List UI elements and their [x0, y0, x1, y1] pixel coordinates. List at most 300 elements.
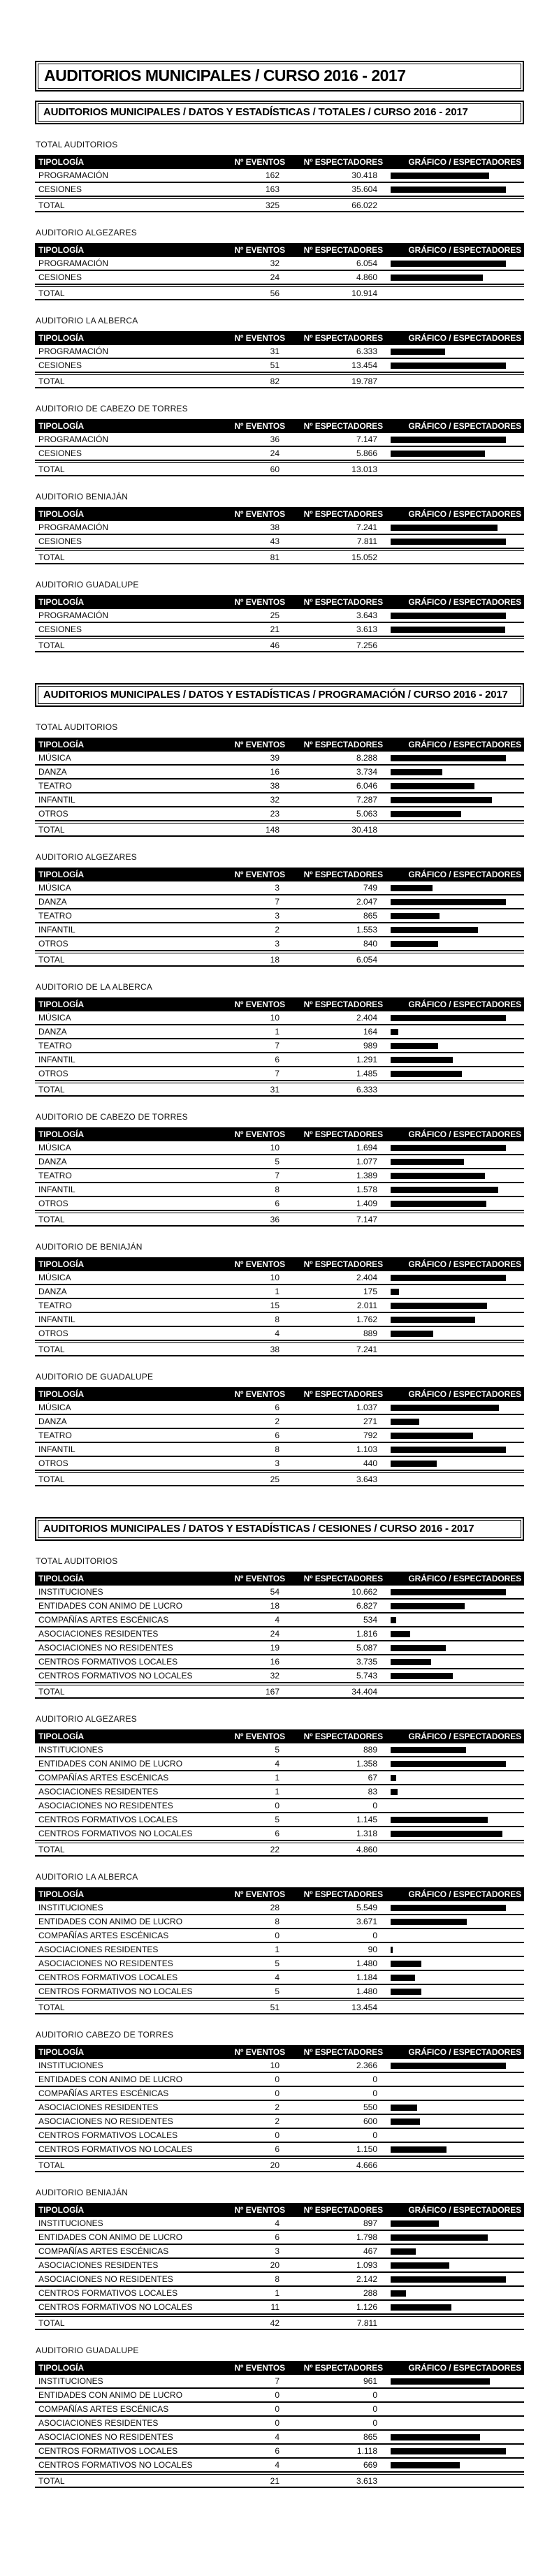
auditorium-table [35, 982, 524, 1097]
cell-espectadores: 7.241 [356, 1344, 377, 1354]
table-row [35, 2059, 524, 2073]
cell-tipologia: CENTROS FORMATIVOS LOCALES [38, 1657, 178, 1667]
espectadores-bar [391, 1071, 462, 1077]
cell-eventos: 32 [270, 795, 280, 805]
cell-tipologia: PROGRAMACIÓN [38, 258, 109, 268]
cell-tipologia: CESIONES [38, 536, 82, 546]
auditorium-heading: TOTAL AUDITORIOS [36, 722, 118, 732]
table-row [35, 752, 524, 766]
cell-espectadores: 67 [368, 1773, 377, 1783]
cell-grafico [384, 1029, 524, 1035]
cell-eventos: 39 [270, 753, 280, 763]
col-header-espectadores: Nº ESPECTADORES [303, 245, 383, 255]
table-row [35, 1053, 524, 1067]
cell-tipologia: CENTROS FORMATIVOS NO LOCALES [38, 2302, 193, 2312]
table-row [35, 807, 524, 821]
cell-eventos: 1 [275, 1787, 280, 1796]
cell-espectadores: 897 [363, 2218, 377, 2228]
espectadores-bar [391, 1975, 415, 1981]
table-row [35, 2087, 524, 2101]
cell-espectadores: 5.866 [356, 448, 377, 458]
col-header-eventos: Nº EVENTOS [234, 1129, 285, 1139]
cell-tipologia: DANZA [38, 897, 67, 907]
espectadores-bar [391, 2462, 460, 2468]
col-header-espectadores: Nº ESPECTADORES [303, 1889, 383, 1899]
cell-tipologia: ENTIDADES CON ANIMO DE LUCRO [38, 2074, 183, 2084]
cell-espectadores: 1.762 [356, 1315, 377, 1324]
col-header-grafico: GRÁFICO / ESPECTADORES [408, 597, 521, 607]
espectadores-bar [391, 1057, 453, 1063]
table-row [35, 1957, 524, 1971]
cell-eventos: 8 [275, 1917, 280, 1926]
cell-eventos: 4 [275, 2432, 280, 2442]
cell-eventos: 7 [275, 1171, 280, 1180]
table-header-row [35, 155, 524, 169]
auditorium-table [35, 404, 524, 476]
cell-espectadores: 1.485 [356, 1069, 377, 1078]
col-header-grafico: GRÁFICO / ESPECTADORES [408, 1000, 521, 1009]
table-body [35, 521, 524, 564]
cell-grafico [384, 1631, 524, 1637]
cell-grafico [384, 1419, 524, 1425]
cell-tipologia: COMPAÑÍAS ARTES ESCÉNICAS [38, 2404, 169, 2414]
col-header-eventos: Nº EVENTOS [234, 870, 285, 879]
table-row [35, 2375, 524, 2389]
cell-eventos: 20 [270, 2160, 280, 2170]
espectadores-bar [391, 1659, 431, 1665]
table-row [35, 1327, 524, 1341]
cell-grafico [384, 1831, 524, 1837]
cell-eventos: 6 [275, 2446, 280, 2456]
table-row [35, 2474, 524, 2488]
cell-eventos: 2 [275, 2116, 280, 2126]
table-row [35, 2158, 524, 2172]
col-header-espectadores: Nº ESPECTADORES [303, 2363, 383, 2373]
cell-eventos: 4 [275, 2460, 280, 2470]
table-body [35, 2059, 524, 2172]
cell-espectadores: 8.288 [356, 753, 377, 763]
table-header-row [35, 2045, 524, 2059]
cell-eventos: 21 [270, 624, 280, 634]
cell-grafico [384, 2276, 524, 2283]
cell-espectadores: 1.318 [356, 1829, 377, 1838]
table-header-row [35, 2203, 524, 2217]
auditorium-table [35, 2188, 524, 2330]
cell-grafico [384, 1919, 524, 1925]
table-body [35, 1011, 524, 1097]
cell-grafico [384, 627, 524, 633]
cell-grafico [384, 1461, 524, 1467]
table-row [35, 447, 524, 461]
cell-grafico [384, 1975, 524, 1981]
cell-eventos: 38 [270, 522, 280, 532]
espectadores-bar [391, 797, 492, 803]
table-header-row [35, 507, 524, 521]
auditorium-heading: AUDITORIO DE GUADALUPE [36, 1372, 154, 1382]
cell-espectadores: 961 [363, 2376, 377, 2386]
cell-eventos: 31 [270, 346, 280, 356]
col-header-espectadores: Nº ESPECTADORES [303, 2047, 383, 2057]
espectadores-bar [391, 1433, 473, 1439]
table-body [35, 752, 524, 837]
table-row [35, 1472, 524, 1486]
col-header-tipologia: TIPOLOGÍA [38, 333, 85, 343]
table-row [35, 271, 524, 285]
col-header-grafico: GRÁFICO / ESPECTADORES [408, 1732, 521, 1741]
col-header-grafico: GRÁFICO / ESPECTADORES [408, 245, 521, 255]
cell-eventos: 38 [270, 1344, 280, 1354]
table-row [35, 2403, 524, 2417]
col-header-eventos: Nº EVENTOS [234, 1389, 285, 1399]
col-header-grafico: GRÁFICO / ESPECTADORES [408, 509, 521, 519]
cell-eventos: 1 [275, 1945, 280, 1954]
col-header-tipologia: TIPOLOGÍA [38, 1129, 85, 1139]
cell-eventos: 15 [270, 1301, 280, 1310]
cell-grafico [384, 811, 524, 817]
col-header-espectadores: Nº ESPECTADORES [303, 2205, 383, 2215]
auditorium-heading: AUDITORIO LA ALBERCA [36, 1872, 138, 1882]
col-header-eventos: Nº EVENTOS [234, 1732, 285, 1741]
cell-espectadores: 7.287 [356, 795, 377, 805]
cell-tipologia: MÚSICA [38, 1403, 71, 1412]
cell-eventos: 5 [275, 1157, 280, 1166]
cell-tipologia: ASOCIACIONES RESIDENTES [38, 2260, 159, 2270]
table-header-row [35, 2361, 524, 2375]
cell-tipologia: DANZA [38, 1417, 67, 1426]
cell-eventos: 8 [275, 1444, 280, 1454]
cell-tipologia: CENTROS FORMATIVOS NO LOCALES [38, 1671, 193, 1681]
cell-grafico [384, 1187, 524, 1193]
cell-tipologia: INFANTIL [38, 1055, 75, 1064]
espectadores-bar [391, 755, 506, 761]
cell-grafico [384, 349, 524, 355]
table-header-row [35, 1887, 524, 1901]
cell-espectadores: 4.666 [356, 2160, 377, 2170]
cell-tipologia: PROGRAMACIÓN [38, 434, 109, 444]
cell-tipologia: TEATRO [38, 781, 72, 791]
cell-tipologia: ASOCIACIONES RESIDENTES [38, 2418, 159, 2428]
cell-espectadores: 271 [363, 1417, 377, 1426]
cell-tipologia: TOTAL [38, 954, 65, 965]
table-row [35, 1299, 524, 1313]
espectadores-bar [391, 899, 506, 905]
cell-eventos: 6 [275, 2144, 280, 2154]
cell-grafico [384, 885, 524, 891]
cell-tipologia: TEATRO [38, 1430, 72, 1440]
espectadores-bar [391, 1961, 421, 1967]
espectadores-bar [391, 2378, 490, 2385]
col-header-tipologia: TIPOLOGÍA [38, 2047, 85, 2057]
cell-eventos: 38 [270, 781, 280, 791]
cell-eventos: 2 [275, 1417, 280, 1426]
cell-tipologia: TOTAL [38, 552, 65, 562]
cell-espectadores: 792 [363, 1430, 377, 1440]
espectadores-bar [391, 627, 505, 633]
table-row [35, 374, 524, 388]
espectadores-bar [391, 1275, 506, 1281]
cell-espectadores: 3.735 [356, 1657, 377, 1667]
espectadores-bar [391, 363, 506, 369]
cell-tipologia: TOTAL [38, 2475, 65, 2486]
col-header-espectadores: Nº ESPECTADORES [303, 1574, 383, 1583]
cell-tipologia: OTROS [38, 1329, 68, 1338]
col-header-tipologia: TIPOLOGÍA [38, 245, 85, 255]
table-row [35, 1785, 524, 1799]
table-row [35, 2389, 524, 2403]
cell-espectadores: 865 [363, 911, 377, 921]
table-row [35, 1443, 524, 1457]
col-header-grafico: GRÁFICO / ESPECTADORES [408, 740, 521, 749]
cell-espectadores: 0 [372, 2088, 377, 2098]
col-header-tipologia: TIPOLOGÍA [38, 2363, 85, 2373]
cell-tipologia: CENTROS FORMATIVOS NO LOCALES [38, 1986, 193, 1996]
table-row [35, 2259, 524, 2273]
cell-grafico [384, 1173, 524, 1179]
cell-eventos: 162 [265, 170, 280, 180]
cell-tipologia: COMPAÑÍAS ARTES ESCÉNICAS [38, 1931, 169, 1940]
espectadores-bar [391, 2262, 449, 2269]
cell-tipologia: TOTAL [38, 1344, 65, 1354]
auditorium-table [35, 2346, 524, 2488]
table-row [35, 359, 524, 373]
table-header-row [35, 419, 524, 433]
col-header-espectadores: Nº ESPECTADORES [303, 157, 383, 167]
cell-grafico [384, 1433, 524, 1439]
col-header-grafico: GRÁFICO / ESPECTADORES [408, 2363, 521, 2373]
cell-grafico [384, 1659, 524, 1665]
cell-eventos: 3 [275, 911, 280, 921]
cell-eventos: 42 [270, 2318, 280, 2328]
auditorium-table [35, 1556, 524, 1699]
col-header-tipologia: TIPOLOGÍA [38, 1889, 85, 1899]
table-row [35, 1943, 524, 1957]
report-section [35, 1517, 524, 2488]
cell-tipologia: MÚSICA [38, 1143, 71, 1152]
cell-eventos: 0 [275, 2074, 280, 2084]
table-body [35, 609, 524, 652]
cell-tipologia: CENTROS FORMATIVOS LOCALES [38, 2288, 178, 2298]
cell-eventos: 18 [270, 954, 280, 965]
auditorium-heading: AUDITORIO DE CABEZO DE TORRES [36, 1112, 188, 1122]
cell-eventos: 0 [275, 2418, 280, 2428]
table-row [35, 2231, 524, 2245]
cell-eventos: 51 [270, 2002, 280, 2012]
table-row [35, 2000, 524, 2014]
cell-espectadores: 5.743 [356, 1671, 377, 1681]
cell-eventos: 8 [275, 2274, 280, 2284]
cell-eventos: 32 [270, 258, 280, 268]
table-row [35, 1457, 524, 1471]
espectadores-bar [391, 1331, 433, 1337]
cell-tipologia: DANZA [38, 1287, 67, 1296]
col-header-grafico: GRÁFICO / ESPECTADORES [408, 870, 521, 879]
cell-grafico [384, 613, 524, 619]
cell-espectadores: 889 [363, 1745, 377, 1755]
espectadores-bar [391, 1645, 446, 1651]
espectadores-bar [391, 1789, 398, 1795]
auditorium-table [35, 2030, 524, 2172]
cell-tipologia: CESIONES [38, 448, 82, 458]
cell-grafico [384, 1201, 524, 1207]
cell-eventos: 4 [275, 1329, 280, 1338]
table-row [35, 1213, 524, 1227]
table-row [35, 2459, 524, 2473]
cell-espectadores: 440 [363, 1458, 377, 1468]
espectadores-bar [391, 2234, 488, 2241]
cell-tipologia: MÚSICA [38, 883, 71, 893]
col-header-tipologia: TIPOLOGÍA [38, 870, 85, 879]
cell-grafico [384, 363, 524, 369]
table-row [35, 1985, 524, 1999]
table-row [35, 433, 524, 447]
cell-eventos: 3 [275, 939, 280, 949]
cell-grafico [384, 1617, 524, 1623]
cell-tipologia: CENTROS FORMATIVOS LOCALES [38, 2130, 178, 2140]
table-row [35, 169, 524, 183]
espectadores-bar [391, 2220, 439, 2227]
table-header-row [35, 1572, 524, 1586]
col-header-eventos: Nº EVENTOS [234, 2363, 285, 2373]
cell-eventos: 36 [270, 1214, 280, 1224]
cell-tipologia: CESIONES [38, 272, 82, 282]
col-header-grafico: GRÁFICO / ESPECTADORES [408, 1259, 521, 1269]
cell-espectadores: 3.643 [356, 610, 377, 620]
cell-eventos: 4 [275, 1759, 280, 1769]
cell-tipologia: INSTITUCIONES [38, 1587, 103, 1597]
cell-espectadores: 19.787 [351, 376, 377, 386]
table-row [35, 2316, 524, 2330]
cell-grafico [384, 275, 524, 281]
cell-eventos: 0 [275, 2088, 280, 2098]
col-header-eventos: Nº EVENTOS [234, 2205, 285, 2215]
cell-eventos: 4 [275, 1973, 280, 1982]
col-header-eventos: Nº EVENTOS [234, 509, 285, 519]
cell-tipologia: ASOCIACIONES NO RESIDENTES [38, 1643, 173, 1653]
table-body [35, 1401, 524, 1486]
espectadores-bar [391, 2434, 480, 2440]
col-header-espectadores: Nº ESPECTADORES [303, 597, 383, 607]
auditorium-heading: AUDITORIO ALGEZARES [36, 852, 137, 862]
cell-tipologia: COMPAÑÍAS ARTES ESCÉNICAS [38, 2088, 169, 2098]
cell-espectadores: 550 [363, 2102, 377, 2112]
espectadores-bar [391, 811, 461, 817]
cell-espectadores: 13.454 [351, 360, 377, 370]
espectadores-bar [391, 1673, 453, 1679]
cell-eventos: 7 [275, 2376, 280, 2386]
table-row [35, 823, 524, 837]
espectadores-bar [391, 1631, 410, 1637]
cell-espectadores: 66.022 [351, 200, 377, 210]
auditorium-heading: AUDITORIO GUADALUPE [36, 2346, 139, 2355]
cell-tipologia: TEATRO [38, 1301, 72, 1310]
cell-eventos: 25 [270, 1474, 280, 1484]
table-row [35, 609, 524, 623]
col-header-tipologia: TIPOLOGÍA [38, 2205, 85, 2215]
table-row [35, 2445, 524, 2459]
cell-espectadores: 83 [368, 1787, 377, 1796]
table-row [35, 1757, 524, 1771]
table-row [35, 1155, 524, 1169]
cell-espectadores: 6.333 [356, 346, 377, 356]
cell-eventos: 21 [270, 2475, 280, 2486]
table-body [35, 433, 524, 476]
cell-tipologia: TOTAL [38, 200, 65, 210]
cell-espectadores: 10.914 [351, 288, 377, 298]
auditorium-table [35, 722, 524, 837]
cell-espectadores: 1.480 [356, 1959, 377, 1968]
cell-tipologia: DANZA [38, 1027, 67, 1037]
section-banner [35, 101, 524, 124]
espectadores-bar [391, 525, 498, 531]
espectadores-bar [391, 1589, 506, 1595]
cell-grafico [384, 2220, 524, 2227]
col-header-eventos: Nº EVENTOS [234, 1574, 285, 1583]
cell-espectadores: 1.150 [356, 2144, 377, 2154]
cell-tipologia: PROGRAMACIÓN [38, 522, 109, 532]
cell-eventos: 46 [270, 640, 280, 650]
col-header-tipologia: TIPOLOGÍA [38, 1574, 85, 1583]
espectadores-bar [391, 1201, 486, 1207]
section-tables [35, 140, 524, 652]
cell-tipologia: INSTITUCIONES [38, 2218, 103, 2228]
cell-grafico [384, 1905, 524, 1911]
cell-espectadores: 889 [363, 1329, 377, 1338]
espectadores-bar [391, 2248, 416, 2255]
cell-grafico [384, 437, 524, 443]
cell-tipologia: INFANTIL [38, 1315, 75, 1324]
espectadores-bar [391, 1405, 499, 1411]
cell-espectadores: 1.103 [356, 1444, 377, 1454]
cell-tipologia: TEATRO [38, 1171, 72, 1180]
table-body [35, 345, 524, 388]
section-banner-text: AUDITORIOS MUNICIPALES / DATOS Y ESTADÍSTICAS / PROGRAMACIÓN / CURSO 2016 - 2017 [38, 686, 521, 704]
table-row [35, 937, 524, 951]
table-row [35, 535, 524, 549]
col-header-tipologia: TIPOLOGÍA [38, 740, 85, 749]
cell-grafico [384, 1589, 524, 1595]
cell-grafico [384, 1405, 524, 1411]
cell-eventos: 54 [270, 1587, 280, 1597]
cell-tipologia: ENTIDADES CON ANIMO DE LUCRO [38, 2390, 183, 2400]
table-row [35, 1641, 524, 1655]
cell-eventos: 1 [275, 1287, 280, 1296]
cell-grafico [384, 1645, 524, 1651]
table-row [35, 1169, 524, 1183]
cell-grafico [384, 2304, 524, 2311]
table-row [35, 766, 524, 780]
cell-eventos: 24 [270, 448, 280, 458]
auditorium-heading: TOTAL AUDITORIOS [36, 140, 118, 149]
auditorium-table [35, 140, 524, 212]
cell-espectadores: 1.037 [356, 1403, 377, 1412]
cell-tipologia: COMPAÑÍAS ARTES ESCÉNICAS [38, 1773, 169, 1783]
cell-tipologia: ENTIDADES CON ANIMO DE LUCRO [38, 1601, 183, 1611]
cell-eventos: 0 [275, 2130, 280, 2140]
cell-grafico [384, 2378, 524, 2385]
cell-tipologia: ASOCIACIONES RESIDENTES [38, 1787, 159, 1796]
col-header-eventos: Nº EVENTOS [234, 740, 285, 749]
cell-tipologia: TOTAL [38, 824, 65, 835]
espectadores-bar [391, 769, 442, 775]
cell-espectadores: 1.798 [356, 2232, 377, 2242]
cell-grafico [384, 2063, 524, 2069]
section-banner-text: AUDITORIOS MUNICIPALES / DATOS Y ESTADÍSTICAS / CESIONES / CURSO 2016 - 2017 [38, 1520, 521, 1538]
cell-tipologia: TEATRO [38, 1041, 72, 1051]
auditorium-heading: AUDITORIO BENIAJÁN [36, 492, 129, 502]
col-header-espectadores: Nº ESPECTADORES [303, 1732, 383, 1741]
cell-espectadores: 3.613 [356, 624, 377, 634]
col-header-eventos: Nº EVENTOS [234, 1889, 285, 1899]
